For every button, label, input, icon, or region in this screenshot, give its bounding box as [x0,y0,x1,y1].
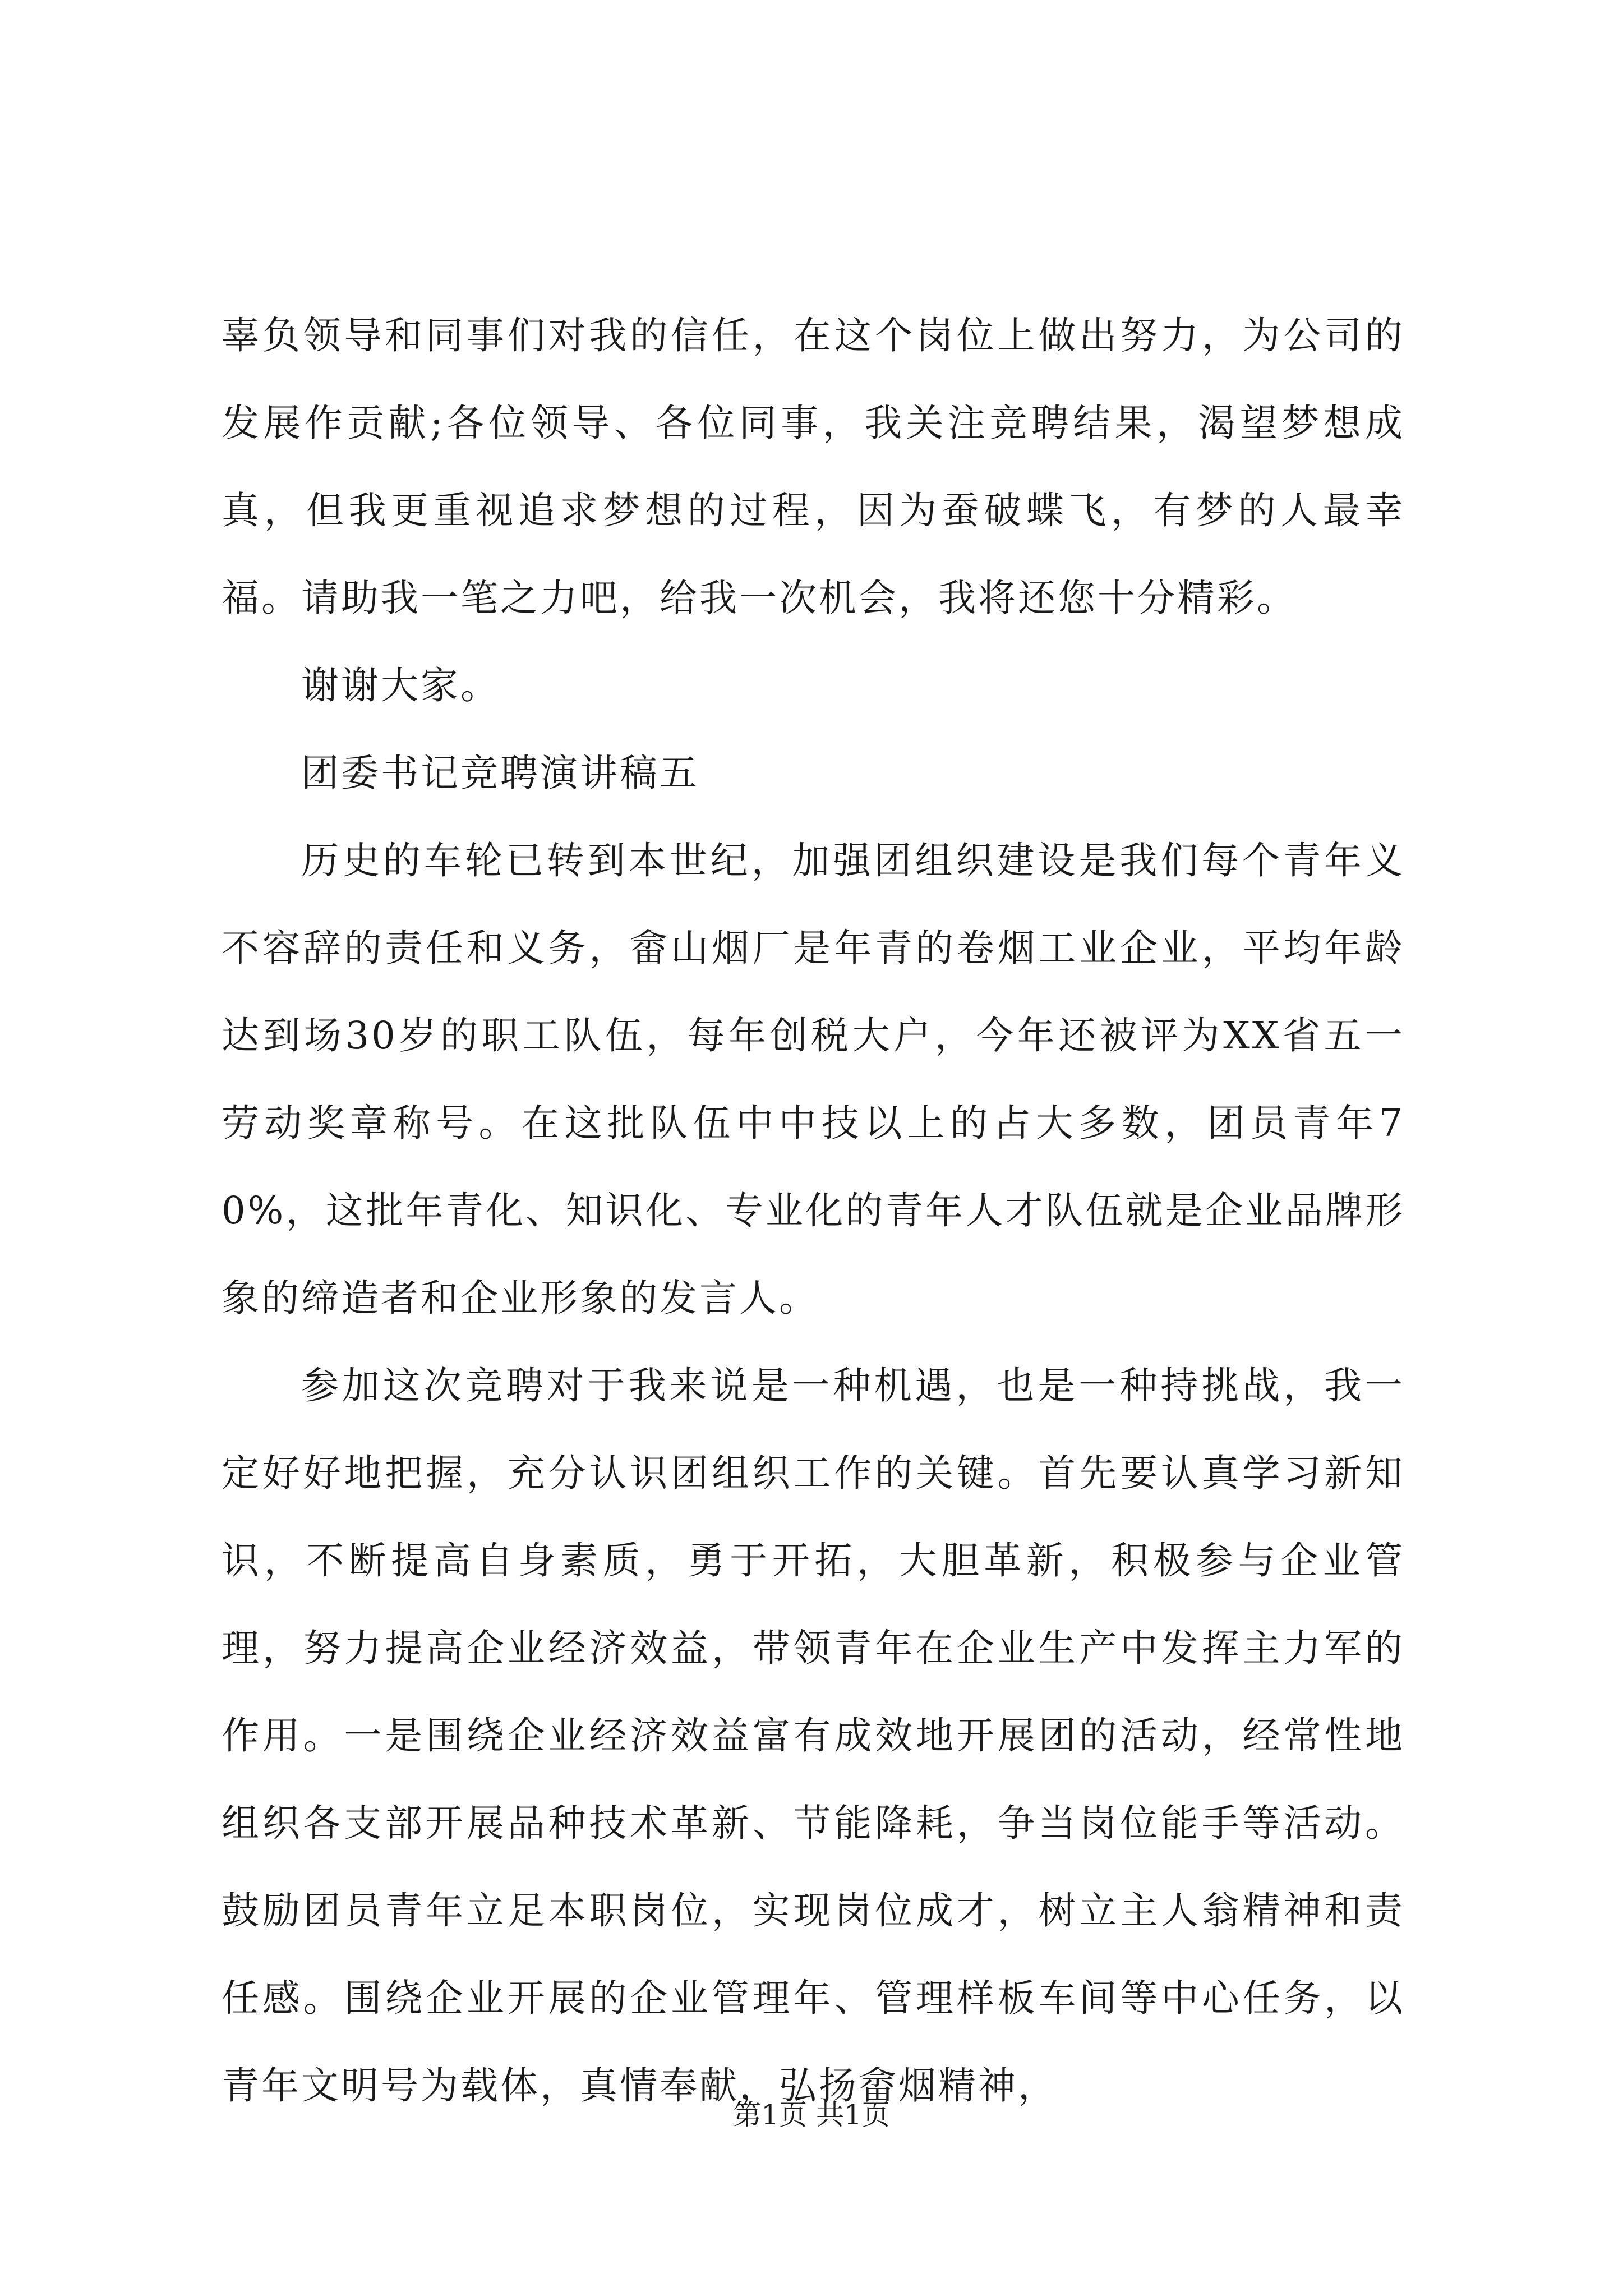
section-heading: 团委书记竞聘演讲稿五 [301,751,699,795]
paragraph-1: 辜负领导和同事们对我的信任，在这个岗位上做出努力，为公司的发展作贡献;各位领导、各位同事，我关注竞聘结果，渴望梦想成真，但我更重视追求梦想的过程，因为蚕破蝶飞，有梦的人最幸福。请助我一笔之力吧，给我一次机会，我将还您十分精彩。 [222,314,1405,620]
page-footer: 第1页 共1页 [733,2099,890,2131]
document-body [222,292,1405,2129]
paragraph-4: 参加这次竞聘对于我来说是一种机遇，也是一种持挑战，我一定好好地把握，充分认识团组织工作的关键。首先要认真学习新知识，不断提高自身素质，勇于开拓，大胆革新，积极参与企业管理，努力提高企业经济效益，带领青年在企业生产中发挥主力军的作用。一是围绕企业经济效益富有成效地开展团的活动，经常性地组织各支部开展品种技术革新、节能降耗，争当岗位能手等活动。鼓励团员青年立足本职岗位，实现岗位成才，树立主人翁精神和责任感。围绕企业开展的企业管理年、管理样板车间等中心任务，以青年文明号为载体，真情奉献，弘扬畲烟精神， [222,1364,1405,2108]
paragraph-3: 历史的车轮已转到本世纪，加强团组织建设是我们每个青年义不容辞的责任和义务，畲山烟厂是年青的卷烟工业企业，平均年龄达到场30岁的职工队伍，每年创税大户，今年还被评为XX省五一劳动奖章称号。在这批队伍中中技以上的占大多数，团员青年70%，这批年青化、知识化、专业化的青年人才队伍就是企业品牌形象的缔造者和企业形象的发言人。 [222,839,1405,1320]
paragraph-2: 谢谢大家。 [301,664,500,707]
